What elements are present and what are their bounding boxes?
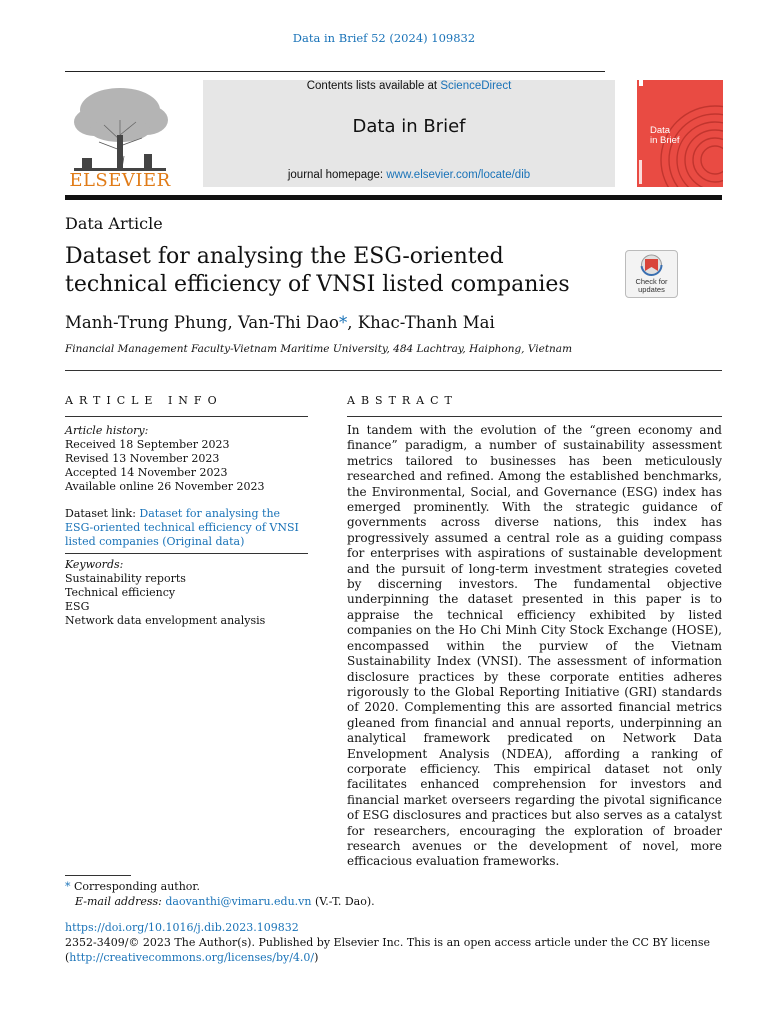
email-line [65,894,375,909]
homepage-line [203,169,615,181]
article-title: Dataset for analysing the ESG-oriented technical efficiency of VNSI listed companies [65,244,570,297]
sciencedirect-link[interactable]: ScienceDirect [440,80,512,92]
cover-title: Data in Brief [650,125,680,146]
email-label: E-mail address: [75,895,166,908]
copyright-notice [65,935,725,965]
author-name: Manh-Trung Phung [65,313,228,332]
contents-line [203,80,615,92]
author-name: Khac-Thanh Mai [357,313,495,332]
journal-reference[interactable]: Data in Brief 52 (2024) 109832 [292,31,476,45]
journal-masthead [203,80,615,187]
article-history [65,424,264,494]
license-line [65,950,725,965]
revised-date: Revised 13 November 2023 [65,452,220,465]
article-type: Data Article [65,214,163,233]
check-updates-text: Check for updates [635,277,668,294]
dataset-link-block [65,507,305,549]
author-name: Van-Thi Dao [237,313,339,332]
email-link[interactable]: daovanthi@vimaru.edu.vn [165,895,312,908]
license-link[interactable]: http://creativecommons.org/licenses/by/4.0/ [69,951,315,964]
keyword: Network data envelopment analysis [65,614,266,627]
journal-title: Data in Brief [352,116,466,137]
doi-link[interactable]: https://doi.org/10.1016/j.dib.2023.109832 [65,921,299,934]
corresponding-text: Corresponding author. [70,880,200,893]
keyword: Sustainability reports [65,572,186,585]
elsevier-wordmark: ELSEVIER [69,170,171,191]
abstract-rule [347,416,722,417]
homepage-prefix: journal homepage: [287,169,387,181]
article-info-heading: ARTICLE INFO [65,394,223,407]
abstract-text: In tandem with the evolution of the “green economy and finance” paradigm, a number of sustainability assessment metrics tailored to businesses has been meticulously researched and refined. Among the established benchmarks, the Environmental, Social, and Governance (ESG) index has emerged prominently. With the strategic guidance of governments across diverse nations, this index has progressively assumed a central role as a guiding compass for enterprises with aspirations of sustainable development and the pursuit of long-term investment strategies coveted by discerning investors. The fundamental objective underpinning the dataset presented in this paper is to appraise the technical efficiency exhibited by listed companies on the Ho Chi Minh City Stock Exchange (HOSE), encompassed within the purview of the Vietnam Sustainability Index (VNSI). The assessment of information disclosure practices by these corporate entities adheres rigorously to the Global Reporting Initiative (GRI) standards of 2020. Complementing this are assorted financial metrics gleaned from financial and annual reports, underpinning an analytical framework predicated on Network Data Envelopment Analysis (NDEA), affording a ranking of corporate efficiency. This empirical dataset not only facilitates enhanced comprehension for investors and financial market overseers regarding the pivotal significance of ESG disclosures and practices but also serves as a catalyst for researchers, encouraging the exploration of broader research avenues or the development of novel, more efficacious evaluation frameworks. [347,423,722,869]
section-rule [65,370,722,371]
corresponding-author-mark[interactable]: * [339,313,348,332]
homepage-link[interactable]: www.elsevier.com/locate/dib [386,169,531,181]
keywords-rule [65,553,308,554]
abstract-heading: ABSTRACT [347,394,458,407]
license-close: ) [314,951,319,964]
author-list: Manh-Trung Phung, Van-Thi Dao*, Khac-Thanh Mai [65,313,495,332]
received-date: Received 18 September 2023 [65,438,230,451]
online-date: Available online 26 November 2023 [65,480,265,493]
article-info-rule [65,416,308,417]
copyright-text: 2352-3409/© 2023 The Author(s). Published by Elsevier Inc. This is an open access article under the CC BY license [65,936,710,949]
accepted-date: Accepted 14 November 2023 [65,466,228,479]
license-open: ( [65,951,70,964]
keyword: Technical efficiency [65,586,176,599]
dataset-link[interactable]: Dataset for analysing the ESG-oriented technical efficiency of VNSI listed companies (Original data) [65,507,299,548]
history-label: Article history: [65,424,149,437]
corresponding-mark: * [65,880,71,893]
journal-cover-thumbnail[interactable] [637,80,723,187]
corresponding-author-note [65,879,375,894]
affiliation: Financial Management Faculty-Vietnam Maritime University, 484 Lachtray, Haiphong, Vietnam [65,343,573,355]
keyword: ESG [65,600,90,613]
footnote [65,879,375,909]
top-rule [65,71,605,72]
dataset-label: Dataset link: [65,507,140,520]
check-for-updates-badge[interactable] [625,250,678,298]
footnote-rule [65,875,131,876]
email-suffix: (V.-T. Dao). [311,895,375,908]
keywords-label: Keywords: [65,558,124,571]
keywords-block [65,558,265,628]
contents-prefix: Contents lists available at [306,80,441,92]
header-thick-rule [65,195,722,200]
